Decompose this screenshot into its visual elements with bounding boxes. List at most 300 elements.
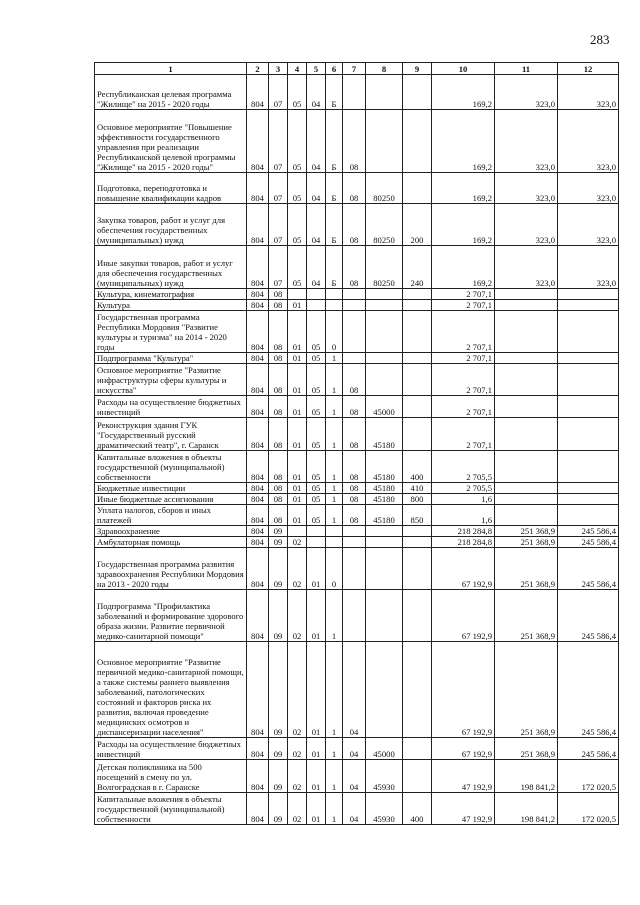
code-cell: 08 [269,418,288,451]
table-row [95,505,619,526]
row-name-cell: Подпрограмма "Культура" [95,353,247,364]
table-row [95,548,619,590]
amount-cell: 67 192,9 [432,548,495,590]
code-cell: 804 [247,289,269,300]
amount-cell [495,494,558,505]
code-cell: Б [326,75,343,110]
table-row [95,738,619,760]
amount-cell [495,418,558,451]
code-cell: 45180 [366,505,403,526]
col-header: 5 [307,63,326,75]
code-cell: 08 [343,110,366,173]
code-cell: 08 [343,483,366,494]
amount-cell: 245 586,4 [558,738,619,760]
amount-cell: 323,0 [558,110,619,173]
amount-cell [495,396,558,418]
code-cell: 08 [269,300,288,311]
code-cell: 05 [288,204,307,246]
row-name-cell: Государственная программа развития здравоохранения Республики Мордовия на 2013 - 2020 годы [95,548,247,590]
amount-cell: 323,0 [558,173,619,204]
code-cell: 04 [307,204,326,246]
code-cell: 804 [247,311,269,353]
amount-cell: 2 707,1 [432,300,495,311]
amount-cell [558,311,619,353]
code-cell: 01 [288,353,307,364]
code-cell: 04 [307,246,326,289]
amount-cell: 198 841,2 [495,793,558,825]
code-cell: 01 [288,505,307,526]
table-row [95,537,619,548]
row-name-cell: Расходы на осуществление бюджетных инвестиций [95,396,247,418]
col-header: 4 [288,63,307,75]
table-row [95,246,619,289]
amount-cell: 198 841,2 [495,760,558,793]
amount-cell [558,505,619,526]
code-cell: 1 [326,642,343,738]
code-cell: 804 [247,590,269,642]
code-cell: 02 [288,793,307,825]
code-cell: 08 [343,204,366,246]
code-cell: 200 [403,204,432,246]
code-cell [366,642,403,738]
amount-cell: 2 705,5 [432,483,495,494]
code-cell: 1 [326,396,343,418]
code-cell [403,110,432,173]
code-cell [307,526,326,537]
code-cell [366,537,403,548]
amount-cell [495,300,558,311]
table-row [95,311,619,353]
amount-cell: 218 284,8 [432,526,495,537]
amount-cell: 67 192,9 [432,738,495,760]
code-cell [326,289,343,300]
amount-cell: 169,2 [432,246,495,289]
code-cell: 804 [247,396,269,418]
code-cell: 09 [269,738,288,760]
code-cell: 804 [247,75,269,110]
code-cell: 07 [269,173,288,204]
row-name-cell: Подпрограмма "Профилактика заболеваний и формирование здорового образа жизни. Развитие первичной медико-санитарной помощи" [95,590,247,642]
code-cell [366,311,403,353]
code-cell [366,289,403,300]
row-name-cell: Уплата налогов, сборов и иных платежей [95,505,247,526]
code-cell: 804 [247,353,269,364]
table-row [95,364,619,396]
code-cell [288,526,307,537]
code-cell: 08 [269,311,288,353]
code-cell [366,300,403,311]
code-cell: 08 [269,494,288,505]
table-row [95,526,619,537]
amount-cell: 245 586,4 [558,537,619,548]
code-cell: 04 [307,173,326,204]
amount-cell: 245 586,4 [558,590,619,642]
col-header: 11 [495,63,558,75]
code-cell: 804 [247,642,269,738]
amount-cell: 172 020,5 [558,760,619,793]
code-cell [403,75,432,110]
amount-cell: 172 020,5 [558,793,619,825]
code-cell: 410 [403,483,432,494]
row-name-cell: Культура [95,300,247,311]
table-row [95,418,619,451]
code-cell [326,537,343,548]
code-cell: 04 [307,110,326,173]
code-cell: 01 [288,451,307,483]
amount-cell: 2 707,1 [432,418,495,451]
amount-cell: 323,0 [495,75,558,110]
code-cell: 02 [288,590,307,642]
code-cell: 45180 [366,494,403,505]
code-cell: 01 [288,396,307,418]
code-cell: 804 [247,204,269,246]
code-cell [403,642,432,738]
amount-cell: 251 368,9 [495,548,558,590]
row-name-cell: Амбулаторная помощь [95,537,247,548]
code-cell: 01 [307,760,326,793]
row-name-cell: Основное мероприятие "Развитие инфраструктуры сферы культуры и искусства" [95,364,247,396]
code-cell [403,760,432,793]
row-name-cell: Иные закупки товаров, работ и услуг для обеспечения государственных (муниципальных) нужд [95,246,247,289]
code-cell: 05 [307,396,326,418]
amount-cell [558,396,619,418]
code-cell: 08 [343,246,366,289]
amount-cell: 169,2 [432,110,495,173]
code-cell: 08 [343,418,366,451]
code-cell: 01 [307,738,326,760]
amount-cell: 251 368,9 [495,738,558,760]
amount-cell: 2 707,1 [432,289,495,300]
code-cell: 80250 [366,246,403,289]
amount-cell [495,289,558,300]
row-name-cell: Государственная программа Республики Мордовия "Развитие культуры и туризма" на 2014 - 2020 годы [95,311,247,353]
col-header: 3 [269,63,288,75]
code-cell: 1 [326,793,343,825]
table-row [95,590,619,642]
code-cell: 1 [326,494,343,505]
code-cell: 05 [288,110,307,173]
code-cell: 01 [288,483,307,494]
code-cell: 01 [288,494,307,505]
code-cell: 804 [247,537,269,548]
code-cell [343,289,366,300]
row-name-cell: Детская поликлиника на 500 посещений в смену по ул. Волгоградская в г. Саранске [95,760,247,793]
code-cell: 45930 [366,793,403,825]
code-cell: 02 [288,738,307,760]
code-cell [343,537,366,548]
budget-table [94,62,619,825]
code-cell: 02 [288,537,307,548]
code-cell: 1 [326,451,343,483]
table-body [95,75,619,825]
code-cell: 0 [326,311,343,353]
code-cell: 01 [307,548,326,590]
amount-cell [558,364,619,396]
code-cell: 240 [403,246,432,289]
code-cell [307,289,326,300]
code-cell: 05 [307,451,326,483]
code-cell: 07 [269,75,288,110]
code-cell: 05 [307,353,326,364]
code-cell: 08 [269,505,288,526]
table-row [95,396,619,418]
amount-cell: 2 707,1 [432,364,495,396]
amount-cell [495,353,558,364]
amount-cell: 323,0 [558,75,619,110]
code-cell: 45000 [366,396,403,418]
row-name-cell: Капитальные вложения в объекты государственной (муниципальной) собственности [95,451,247,483]
code-cell: 09 [269,526,288,537]
code-cell [366,353,403,364]
code-cell: 05 [307,483,326,494]
code-cell: 05 [307,505,326,526]
code-cell [288,289,307,300]
code-cell: 45180 [366,483,403,494]
code-cell: 80250 [366,204,403,246]
code-cell [403,537,432,548]
code-cell [366,364,403,396]
amount-cell: 47 192,9 [432,793,495,825]
col-header: 2 [247,63,269,75]
code-cell [366,110,403,173]
amount-cell: 67 192,9 [432,642,495,738]
code-cell [403,526,432,537]
code-cell: 1 [326,760,343,793]
code-cell [403,364,432,396]
amount-cell: 245 586,4 [558,642,619,738]
table-row [95,353,619,364]
code-cell: 05 [307,418,326,451]
code-cell [403,396,432,418]
row-name-cell: Закупка товаров, работ и услуг для обеспечения государственных (муниципальных) нужд [95,204,247,246]
table-row [95,204,619,246]
code-cell [403,311,432,353]
code-cell: 400 [403,451,432,483]
code-cell: 400 [403,793,432,825]
code-cell [343,353,366,364]
amount-cell [495,451,558,483]
code-cell [403,289,432,300]
amount-cell [495,483,558,494]
code-cell: 45000 [366,738,403,760]
amount-cell: 323,0 [495,173,558,204]
code-cell: 09 [269,537,288,548]
code-cell: 804 [247,451,269,483]
code-cell: 800 [403,494,432,505]
code-cell: 1 [326,353,343,364]
code-cell: Б [326,110,343,173]
code-cell [366,590,403,642]
code-cell: 08 [269,483,288,494]
col-header: 8 [366,63,403,75]
amount-cell: 169,2 [432,75,495,110]
code-cell: 804 [247,793,269,825]
code-cell: Б [326,246,343,289]
table-row [95,483,619,494]
code-cell: 804 [247,300,269,311]
row-name-cell: Основное мероприятие "Развитие первичной медико-санитарной помощи, а также системы раннего выявления заболеваний, патологических состояний и факторов риска их развития, включая проведение медицинских осмотров и диспансеризации населения" [95,642,247,738]
row-name-cell: Республиканская целевая программа "Жилище" на 2015 - 2020 годы [95,75,247,110]
code-cell: 1 [326,483,343,494]
code-cell: 05 [307,364,326,396]
code-cell: 02 [288,760,307,793]
code-cell: 804 [247,483,269,494]
code-cell [403,300,432,311]
code-cell [403,418,432,451]
col-header: 10 [432,63,495,75]
code-cell [403,738,432,760]
col-header: 9 [403,63,432,75]
code-cell: 08 [343,505,366,526]
table-row [95,289,619,300]
code-cell: 08 [269,364,288,396]
row-name-cell: Основное мероприятие "Повышение эффективности государственного управления при реализации Республиканской целевой программы "Жилище" на 2015 - 2020 годы" [95,110,247,173]
code-cell: 09 [269,642,288,738]
amount-cell [495,505,558,526]
table-row [95,75,619,110]
row-name-cell: Расходы на осуществление бюджетных инвестиций [95,738,247,760]
amount-cell: 323,0 [495,204,558,246]
row-name-cell: Здравоохранение [95,526,247,537]
code-cell [326,526,343,537]
code-cell: 45180 [366,418,403,451]
code-cell: Б [326,204,343,246]
amount-cell: 2 705,5 [432,451,495,483]
code-cell: 80250 [366,173,403,204]
code-cell: 1 [326,418,343,451]
table-row [95,173,619,204]
code-cell: 45180 [366,451,403,483]
code-cell: 08 [343,494,366,505]
amount-cell: 2 707,1 [432,353,495,364]
code-cell: 09 [269,590,288,642]
code-cell: 04 [343,642,366,738]
code-cell: 08 [269,353,288,364]
row-name-cell: Бюджетные инвестиции [95,483,247,494]
code-cell: 04 [307,75,326,110]
code-cell [343,590,366,642]
code-cell [343,311,366,353]
amount-cell [558,289,619,300]
code-cell: 05 [288,75,307,110]
table-row [95,451,619,483]
code-cell: 01 [307,590,326,642]
col-header: 7 [343,63,366,75]
code-cell: 05 [288,173,307,204]
amount-cell [558,418,619,451]
code-cell: 1 [326,590,343,642]
amount-cell: 251 368,9 [495,526,558,537]
table-row [95,642,619,738]
row-name-cell: Культура, кинематография [95,289,247,300]
amount-cell: 47 192,9 [432,760,495,793]
row-name-cell: Подготовка, переподготовка и повышение квалификации кадров [95,173,247,204]
code-cell: 804 [247,548,269,590]
amount-cell: 245 586,4 [558,548,619,590]
code-cell: 804 [247,110,269,173]
code-cell: 804 [247,418,269,451]
amount-cell: 251 368,9 [495,590,558,642]
table-row [95,793,619,825]
code-cell: 01 [288,364,307,396]
code-cell [366,526,403,537]
code-cell: 02 [288,548,307,590]
code-cell: 1 [326,505,343,526]
code-cell: 804 [247,760,269,793]
row-name-cell: Иные бюджетные ассигнования [95,494,247,505]
code-cell: 09 [269,548,288,590]
code-cell: 04 [343,760,366,793]
code-cell: 08 [343,396,366,418]
amount-cell [558,483,619,494]
code-cell [403,548,432,590]
code-cell: 07 [269,246,288,289]
code-cell [403,173,432,204]
code-cell: 01 [288,300,307,311]
code-cell: 01 [307,642,326,738]
col-header: 12 [558,63,619,75]
code-cell: 804 [247,526,269,537]
code-cell [366,75,403,110]
code-cell: 804 [247,505,269,526]
table-row [95,494,619,505]
code-cell: 07 [269,204,288,246]
header-row [95,63,619,75]
code-cell: 08 [269,451,288,483]
code-cell: 04 [343,738,366,760]
amount-cell: 251 368,9 [495,642,558,738]
code-cell: 804 [247,173,269,204]
table-row [95,300,619,311]
code-cell [403,353,432,364]
code-cell: 08 [343,451,366,483]
code-cell: 08 [343,364,366,396]
amount-cell: 1,6 [432,494,495,505]
code-cell: 01 [288,311,307,353]
table-row [95,110,619,173]
amount-cell [558,494,619,505]
row-name-cell: Реконструкция здания ГУК "Государственный русский драматический театр", г. Саранск [95,418,247,451]
code-cell [403,590,432,642]
amount-cell: 2 707,1 [432,311,495,353]
amount-cell [558,300,619,311]
code-cell: 02 [288,642,307,738]
amount-cell: 323,0 [558,204,619,246]
code-cell: 08 [269,289,288,300]
code-cell: 804 [247,364,269,396]
code-cell [343,300,366,311]
code-cell: 850 [403,505,432,526]
amount-cell: 1,6 [432,505,495,526]
row-name-cell: Капитальные вложения в объекты государственной (муниципальной) собственности [95,793,247,825]
amount-cell: 323,0 [495,110,558,173]
code-cell: 09 [269,793,288,825]
amount-cell [495,311,558,353]
col-header: 6 [326,63,343,75]
code-cell: 05 [288,246,307,289]
code-cell [366,548,403,590]
code-cell: 45930 [366,760,403,793]
code-cell [307,300,326,311]
code-cell: 804 [247,246,269,289]
code-cell: 04 [343,793,366,825]
amount-cell: 2 707,1 [432,396,495,418]
amount-cell [495,364,558,396]
col-header: 1 [95,63,247,75]
code-cell: 01 [288,418,307,451]
code-cell: 0 [326,548,343,590]
code-cell: 1 [326,364,343,396]
